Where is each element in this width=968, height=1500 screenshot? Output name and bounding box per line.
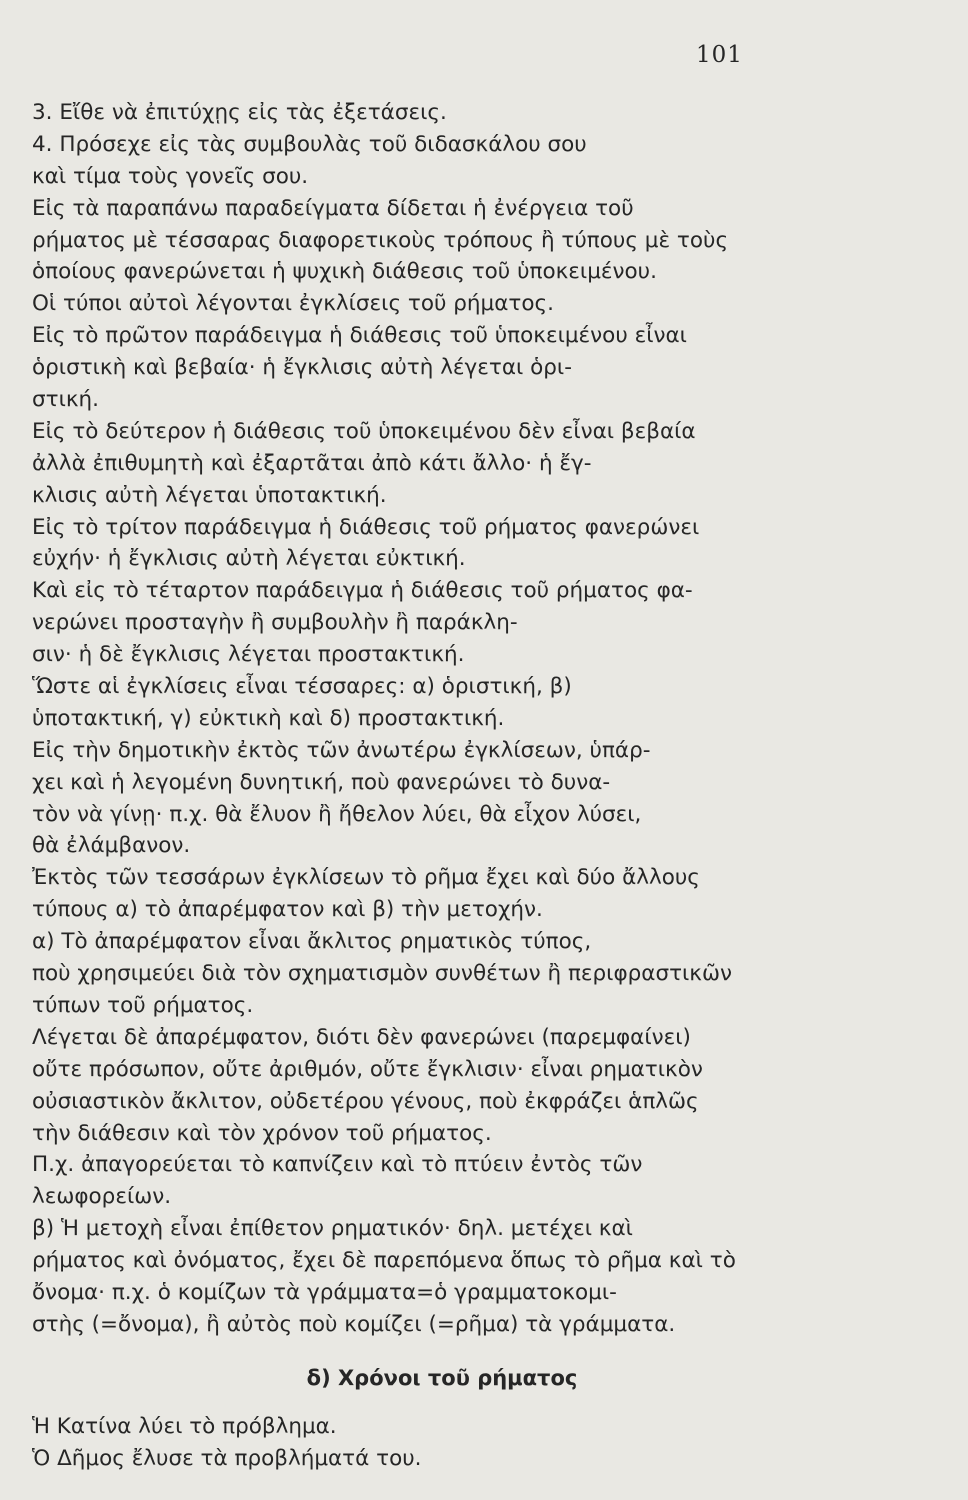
text-line: σιν· ἡ δὲ ἔγκλισις λέγεται προστακτική. bbox=[32, 642, 465, 668]
text-line: ρήματος μὲ τέσσαρας διαφορετικοὺς τρόπους ἢ τύπους μὲ τοὺς bbox=[32, 227, 729, 253]
text-line: νερώνει προσταγὴν ἢ συμβουλὴν ἢ παράκλη- bbox=[32, 610, 518, 636]
body-text bbox=[32, 97, 792, 1475]
text-line: β) Ἡ μετοχὴ εἶναι ἐπίθετον ρηματικόν· δηλ. μετέχει καὶ bbox=[32, 1216, 633, 1242]
text-line: τὴν διάθεσιν καὶ τὸν χρόνον τοῦ ρήματος. bbox=[32, 1120, 492, 1146]
text-line: Εἰς τὸ πρῶτον παράδειγμα ἡ διάθεσις τοῦ ὑποκειμένου εἶναι bbox=[32, 323, 687, 349]
text-line: Οἱ τύποι αὐτοὶ λέγονται ἐγκλίσεις τοῦ ρήματος. bbox=[32, 291, 554, 317]
text-line: Ὥστε αἱ ἐγκλίσεις εἶναι τέσσαρες: α) ὁριστική, β) bbox=[32, 674, 572, 700]
text-line: 3. Εἴθε νὰ ἐπιτύχῃς εἰς τὰς ἐξετάσεις. bbox=[32, 100, 447, 125]
text-line: καὶ τίμα τοὺς γονεῖς σου. bbox=[32, 163, 309, 189]
page-number: 101 bbox=[696, 42, 743, 68]
text-line: λεωφορείων. bbox=[32, 1184, 172, 1210]
text-line: οὔτε πρόσωπον, οὔτε ἀριθμόν, οὔτε ἔγκλισιν· εἶναι ρηματικὸν bbox=[32, 1056, 703, 1082]
text-line: εὐχήν· ἡ ἔγκλισις αὐτὴ λέγεται εὐκτική. bbox=[32, 546, 466, 572]
examples bbox=[32, 1411, 792, 1475]
text-line: θὰ ἐλάμβανον. bbox=[32, 833, 191, 859]
text-line: 4. Πρόσεχε εἰς τὰς συμβουλὰς τοῦ διδασκάλου σου bbox=[32, 131, 587, 157]
text-line: Εἰς τὸ δεύτερον ἡ διάθεσις τοῦ ὑποκειμένου δὲν εἶναι βεβαία bbox=[32, 418, 696, 444]
text-line: στική. bbox=[32, 387, 99, 413]
text-line: Π.χ. ἀπαγορεύεται τὸ καπνίζειν καὶ τὸ πτύειν ἐντὸς τῶν bbox=[32, 1152, 643, 1178]
example-line: Ὁ Δῆμος ἔλυσε τὰ προβλήματά του. bbox=[32, 1445, 422, 1471]
text-line: χει καὶ ἡ λεγομένη δυνητική, ποὺ φανερώνει τὸ δυνα- bbox=[32, 769, 611, 795]
text-line: τὸν νὰ γίνῃ· π.χ. θὰ ἔλυον ἢ ἤθελον λύει, θὰ εἶχον λύσει, bbox=[32, 801, 642, 827]
text-line: Λέγεται δὲ ἀπαρέμφατον, διότι δὲν φανερώνει (παρεμφαίνει) bbox=[32, 1024, 691, 1050]
text-line: Εἰς τὴν δημοτικὴν ἐκτὸς τῶν ἀνωτέρω ἐγκλίσεων, ὑπάρ- bbox=[32, 737, 651, 763]
text-line: Ἐκτὸς τῶν τεσσάρων ἐγκλίσεων τὸ ρῆμα ἔχει καὶ δύο ἄλλους bbox=[32, 865, 700, 891]
text-line: οὐσιαστικὸν ἄκλιτον, οὐδετέρου γένους, ποὺ ἐκφράζει ἁπλῶς bbox=[32, 1088, 699, 1114]
text-line: ρήματος καὶ ὀνόματος, ἔχει δὲ παρεπόμενα ὅπως τὸ ρῆμα καὶ τὸ bbox=[32, 1248, 736, 1274]
text-line: Εἰς τὰ παραπάνω παραδείγματα δίδεται ἡ ἐνέργεια τοῦ bbox=[32, 195, 634, 221]
example-line: Ἡ Κατίνα λύει τὸ πρόβλημα. bbox=[32, 1413, 337, 1439]
text-line: κλισις αὐτὴ λέγεται ὑποτακτική. bbox=[32, 482, 387, 508]
text-line: ἀλλὰ ἐπιθυμητὴ καὶ ἐξαρτᾶται ἀπὸ κάτι ἄλλο· ἡ ἔγ- bbox=[32, 450, 592, 476]
text-line: στὴς (=ὄνομα), ἢ αὐτὸς ποὺ κομίζει (=ρῆμα) τὰ γράμματα. bbox=[32, 1311, 676, 1337]
text-line: ποὺ χρησιμεύει διὰ τὸν σχηματισμὸν συνθέτων ἢ περιφραστικῶν bbox=[32, 961, 732, 987]
text-line: ὁριστικὴ καὶ βεβαία· ἡ ἔγκλισις αὐτὴ λέγεται ὁρι- bbox=[32, 355, 572, 381]
text-line: ὑποτακτική, γ) εὐκτικὴ καὶ δ) προστακτική. bbox=[32, 705, 505, 731]
text-line: ὁποίους φανερώνεται ἡ ψυχικὴ διάθεσις τοῦ ὑποκειμένου. bbox=[32, 259, 657, 285]
section-heading: δ) Χρόνοι τοῦ ρήματος bbox=[306, 1365, 578, 1390]
text-line: α) Τὸ ἀπαρέμφατον εἶναι ἄκλιτος ρηματικὸς τύπος, bbox=[32, 929, 592, 955]
text-line: Καὶ εἰς τὸ τέταρτον παράδειγμα ἡ διάθεσις τοῦ ρήματος φα- bbox=[32, 578, 693, 604]
text-line: Εἰς τὸ τρίτον παράδειγμα ἡ διάθεσις τοῦ ρήματος φανερώνει bbox=[32, 514, 700, 540]
text-line: τύπων τοῦ ρήματος. bbox=[32, 992, 254, 1018]
text-line: τύπους α) τὸ ἀπαρέμφατον καὶ β) τὴν μετοχήν. bbox=[32, 897, 543, 923]
text-line: ὄνομα· π.χ. ὁ κομίζων τὰ γράμματα=ὁ γραμματοκομι- bbox=[32, 1279, 617, 1305]
